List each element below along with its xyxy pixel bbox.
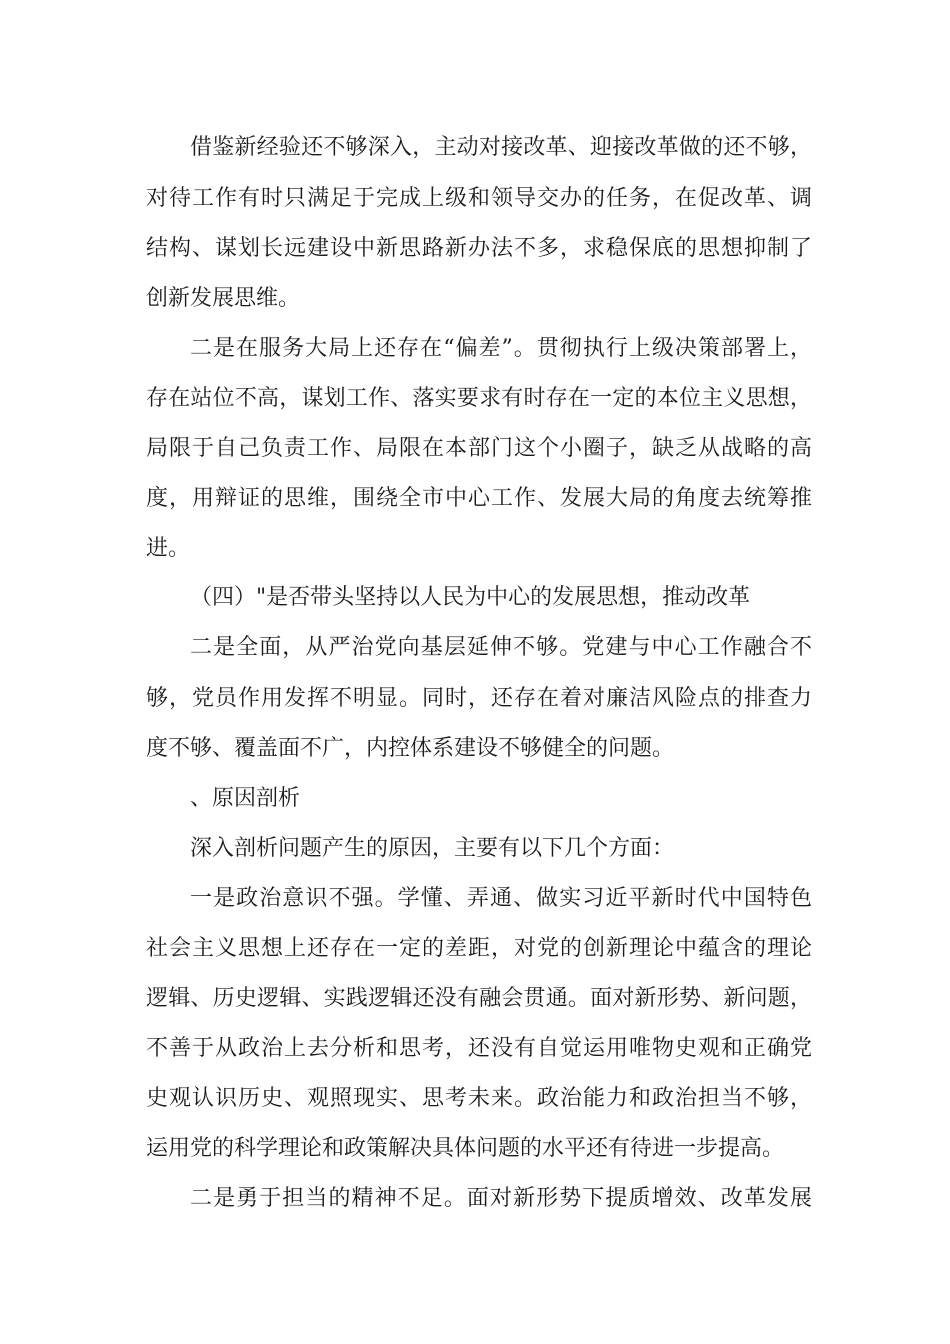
text-line: 进。 [146,536,191,561]
text-line: 史观认识历史、观照现实、思考未来。政治能力和政治担当不够， [146,1086,812,1111]
text-line: 不善于从政治上去分析和思考，还没有自觉运用唯物史观和正确党 [146,1036,812,1061]
text-line: 局限于自己负责工作、局限在本部门这个小圈子，缺乏从战略的高 [146,436,812,461]
text-line: 深入剖析问题产生的原因，主要有以下几个方面： [190,836,675,861]
text-line: 二是全面，从严治党向基层延伸不够。党建与中心工作融合不 [190,635,812,660]
text-line: 一是政治意识不强。学懂、弄通、做实习近平新时代中国特色 [190,886,812,911]
text-line: 度，用辩证的思维，围绕全市中心工作、发展大局的角度去统筹推 [146,486,812,511]
text-line: 社会主义思想上还存在一定的差距，对党的创新理论中蕴含的理论 [146,936,812,961]
text-line: 够，党员作用发挥不明显。同时，还存在着对廉洁风险点的排查力 [146,686,812,711]
text-line: 创新发展思维。 [146,286,301,311]
text-line: 结构、谋划长远建设中新思路新办法不多，求稳保底的思想抑制了 [146,236,812,261]
text-line: 存在站位不高，谋划工作、落实要求有时存在一定的本位主义思想， [146,386,812,411]
text-line: 借鉴新经验还不够深入，主动对接改革、迎接改革做的还不够， [190,135,812,160]
text-line: 对待工作有时只满足于完成上级和领导交办的任务，在促改革、调 [146,186,812,211]
text-line: 运用党的科学理论和政策解决具体问题的水平还有待进一步提高。 [146,1136,785,1161]
text-line: 度不够、覆盖面不广，内控体系建设不够健全的问题。 [146,736,675,761]
text-line: 逻辑、历史逻辑、实践逻辑还没有融会贯通。面对新形势、新问题， [146,986,812,1011]
section-heading: （四）"是否带头坚持以人民为中心的发展思想，推动改革 [190,585,751,610]
text-line: 二是勇于担当的精神不足。面对新形势下提质增效、改革发展 [190,1186,812,1211]
text-line: 二是在服务大局上还存在“偏差”。贯彻执行上级决策部署上， [190,336,812,361]
section-heading: 、原因剖析 [190,786,301,811]
